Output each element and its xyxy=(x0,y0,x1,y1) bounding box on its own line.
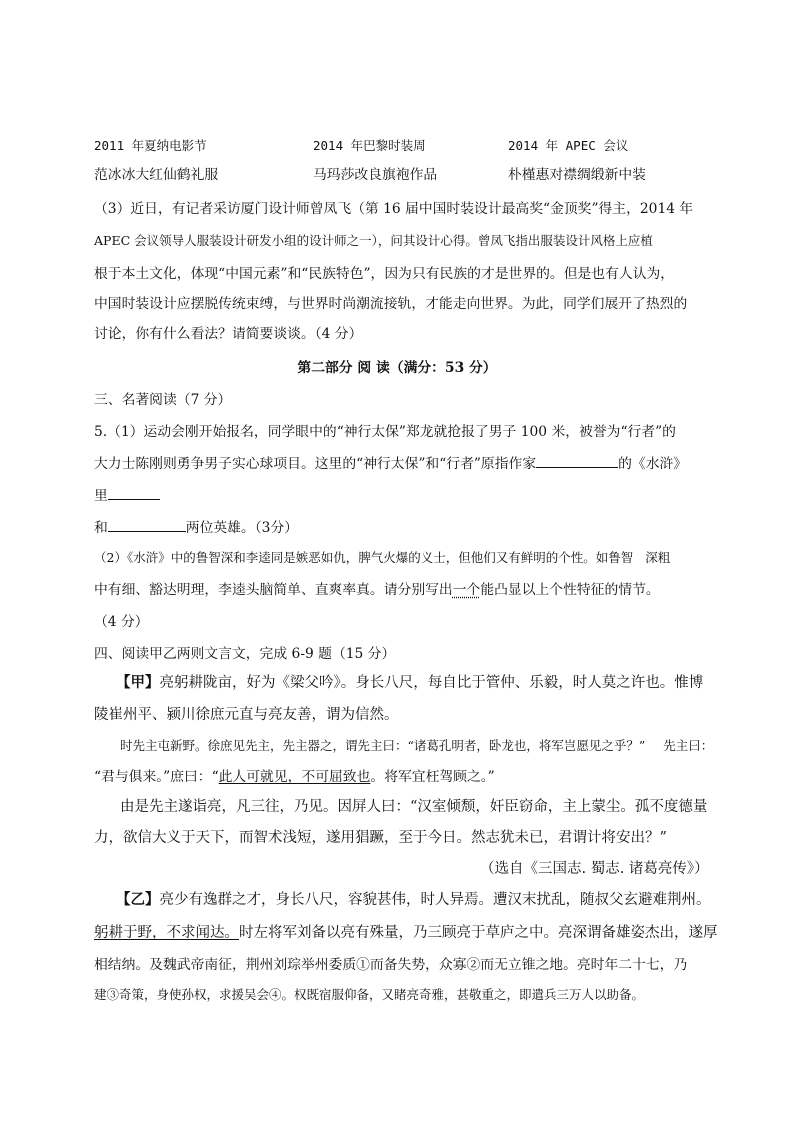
passage-jia-line-2: 陵崔州平、颍川徐庶元直与亮友善，谓为信然。 xyxy=(94,707,399,723)
underlined-sentence-jia: 此人可就见，不可屈致也 xyxy=(218,769,371,785)
gallery-caption-1-event: 2011 年夏纳电影节 xyxy=(94,138,207,153)
passage-jia-source: （选自《三国志. 蜀志. 诸葛亮传》） xyxy=(480,861,709,877)
passage-yi-label: 【乙】 xyxy=(116,891,160,908)
passage-jia-label: 【甲】 xyxy=(116,674,160,691)
passage-jia-line-1-text: 亮躬耕陇亩，好为《梁父吟》。身长八尺，每自比于管仲、乐毅，时人莫之许也。惟博 xyxy=(159,675,704,691)
q5-line-2 xyxy=(94,452,687,472)
q5-line-2-text: 大力士陈刚则勇争男子实心球项目。这里的“神行太保”和“行者”原指作家 xyxy=(94,456,537,472)
passage-yi-line-3: 相结纳。及魏武帝南征，荆州刘琮举州委质①而备失势，众寡②而无立锥之地。亮时年二十七，乃 xyxy=(94,957,688,973)
answer-blank-hero-2[interactable] xyxy=(108,517,186,532)
q5-line-4 xyxy=(94,516,298,536)
passage-yi-line-1-text: 亮少有逸群之才，身长八尺，容貌甚伟，时人异焉。遭汉末扰乱，随叔父玄避难荆州。 xyxy=(159,892,711,908)
passage-yi-line-2 xyxy=(94,921,718,942)
q5b-line-1-tail: 深粗 xyxy=(645,550,671,565)
q3-line-2: APEC 会议领导人服装设计研发小组的设计师之一），问其设计心得。曾凤飞指出服装设计风格上应植 xyxy=(94,233,653,248)
q3-line-1: （3）近日，有记者采访厦门设计师曾凤飞（第 16 届中国时装设计最高奖“金顶奖”得主，2014 年 xyxy=(94,201,694,217)
q3-line-3: 根于本土文化，体现“中国元素”和“民族特色”，因为只有民族的才是世界的。但是也有人认为， xyxy=(94,266,675,282)
passage-jia-p3-line-1: 由是先主遂诣亮，凡三往，乃见。因屏人曰：“汉室倾颓，奸臣窃命，主上蒙尘。孤不度德量 xyxy=(120,799,708,815)
q5b-line-1-text: （2）《水浒》中的鲁智深和李逵同是嫉恶如仇，脾气火爆的义士，但他们又有鲜明的个性。如鲁智 xyxy=(94,550,634,565)
gallery-caption-2-name: 马玛莎改良旗袍作品 xyxy=(313,167,438,183)
q5b-emphasis: 一个 xyxy=(452,582,481,598)
passage-yi-line-1 xyxy=(116,888,711,909)
q5-line-2-tail: 的《水浒》 xyxy=(618,456,688,472)
q5b-line-2 xyxy=(94,578,660,598)
part-2-title: 第二部分 阅 读（满分：53 分） xyxy=(297,360,497,376)
gallery-caption-3-event: 2014 年 APEC 会议 xyxy=(508,138,629,153)
gallery-caption-1-name: 范冰冰大红仙鹤礼服 xyxy=(94,167,219,183)
passage-jia-p2-line-1 xyxy=(120,736,713,754)
passage-jia-p3-line-2: 力，欲信大义于天下，而智术浅短，遂用猖蹶，至于今日。然志犹未已，君谓计将安出？” xyxy=(94,830,667,846)
q3-line-4: 中国时装设计应摆脱传统束缚，与世界时尚潮流接轨，才能走向世界。为此，同学们展开了热烈的 xyxy=(94,296,688,312)
passage-jia-line-1 xyxy=(116,671,703,692)
passage-jia-p2-line-2-text: “君与俱来。”庶曰：“ xyxy=(94,769,219,785)
q5b-line-3: （4 分） xyxy=(94,614,149,630)
q5-line-1: 5.（1）运动会刚开始报名，同学眼中的“神行太保”郑龙就抢报了男子 100 米，被誉为“行者”的 xyxy=(94,424,676,440)
passage-jia-p2-line-2 xyxy=(94,765,495,785)
passage-jia-p2-line-1-text: 时先主屯新野。徐庶见先主，先主器之，谓先主曰：“诸葛孔明者，卧龙也，将军岂愿见之乎？” xyxy=(120,738,646,753)
q5b-line-1 xyxy=(94,548,670,566)
answer-blank-author[interactable] xyxy=(536,453,618,468)
gallery-caption-2-event: 2014 年巴黎时装周 xyxy=(313,138,426,153)
q5-line-4-tail: 两位英雄。（3分） xyxy=(185,520,299,536)
passage-jia-p2-line-1-tail: 先主曰： xyxy=(663,738,714,753)
passage-yi-line-4: 建③奇策，身使孙权，求援吴会④。权既宿服仰备，又睹亮奇雅，甚敬重之，即遣兵三万人以助备。 xyxy=(94,987,645,1002)
q3-line-5: 讨论，你有什么看法？请简要谈谈。（4 分） xyxy=(94,326,363,342)
section-4-heading: 四、阅读甲乙两则文言文，完成 6-9 题（15 分） xyxy=(94,646,396,662)
q5b-line-2-tail: 能凸显以上个性特征的情节。 xyxy=(480,582,660,598)
q5-line-3 xyxy=(94,484,160,504)
q5-line-4-text: 和 xyxy=(94,520,108,536)
underlined-sentence-yi: 躬耕于野，不求闻达。 xyxy=(94,925,239,941)
section-3-heading: 三、名著阅读（7 分） xyxy=(94,392,232,408)
passage-jia-p2-line-2-tail: 。将军宜枉驾顾之。” xyxy=(370,769,495,785)
q5b-line-2-text: 中有细、豁达明理，李逵头脑简单、直爽率真。请分别写出 xyxy=(94,582,453,598)
passage-yi-line-2-text: 时左将军刘备以亮有殊量，乃三顾亮于草庐之中。亮深谓备雄姿杰出，遂厚 xyxy=(239,925,718,941)
q5-line-3-text: 里 xyxy=(94,488,108,504)
gallery-caption-3-name: 朴槿惠对襟绸缎新中装 xyxy=(508,167,646,183)
answer-blank-hero-1[interactable] xyxy=(108,485,160,500)
